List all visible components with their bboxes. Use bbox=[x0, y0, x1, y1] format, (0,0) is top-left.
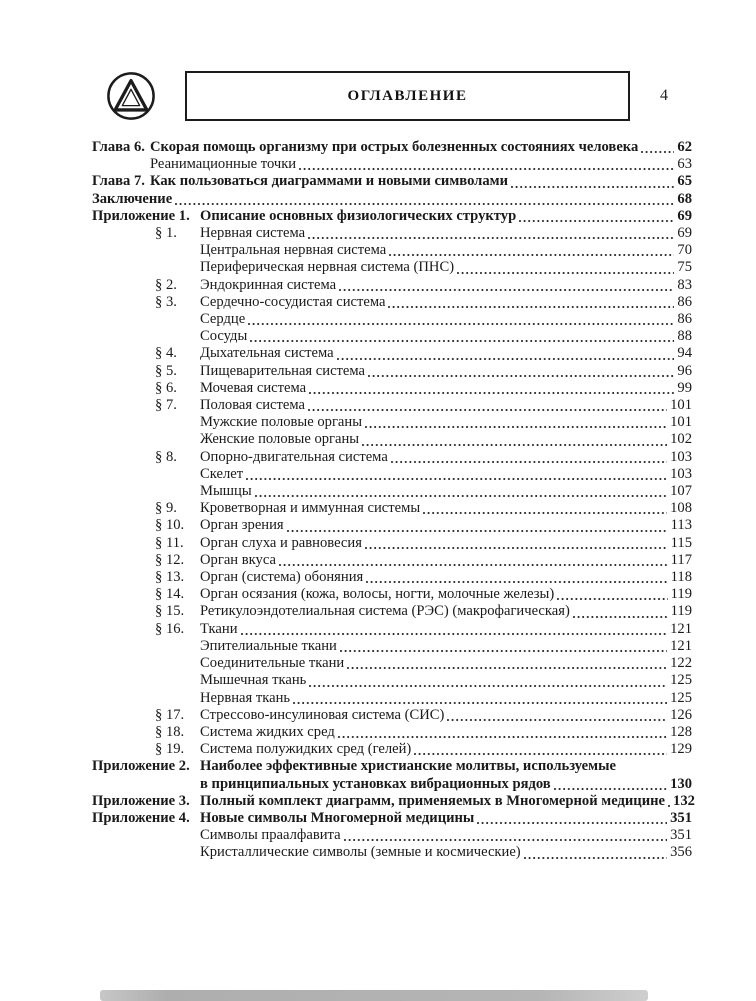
toc-entry-page: 99 bbox=[677, 379, 692, 396]
toc-entry-title: Новые символы Многомерной медицины bbox=[200, 809, 475, 826]
dotted-leader bbox=[341, 827, 671, 844]
toc-entry-title: Сердце bbox=[200, 311, 246, 328]
toc-entry-title: Мышечная ткань bbox=[200, 672, 307, 689]
toc-entry-title: Заключение bbox=[92, 190, 173, 207]
dotted-leader bbox=[362, 414, 670, 431]
toc-entry bbox=[92, 672, 692, 689]
dotted-leader bbox=[306, 380, 677, 397]
toc-entry bbox=[92, 380, 692, 397]
dotted-leader bbox=[411, 741, 670, 758]
toc-entry bbox=[92, 156, 692, 173]
toc-entry-page: 121 bbox=[670, 637, 692, 654]
dotted-leader bbox=[365, 363, 677, 380]
toc-entry-title: Центральная нервная система bbox=[200, 242, 387, 259]
toc-entry-paragraph-label: § 16. bbox=[155, 620, 185, 637]
dotted-leader bbox=[420, 500, 670, 517]
toc-entry-page: 119 bbox=[670, 586, 692, 603]
toc-entry bbox=[92, 328, 692, 345]
toc-entry-page: 108 bbox=[670, 500, 692, 517]
toc-entry-title: Нервная ткань bbox=[200, 689, 291, 706]
toc-entry-paragraph-label: § 3. bbox=[155, 293, 177, 310]
toc-entry-paragraph-label: § 2. bbox=[155, 276, 177, 293]
toc-entry-page: 356 bbox=[670, 844, 692, 861]
toc-entry-title: Мышцы bbox=[200, 483, 252, 500]
toc-entry-paragraph-label: § 1. bbox=[155, 225, 177, 242]
dotted-leader bbox=[521, 844, 670, 861]
dotted-leader bbox=[335, 724, 670, 741]
dotted-leader bbox=[508, 173, 677, 190]
toc-entry-page: 125 bbox=[670, 672, 692, 689]
dotted-leader bbox=[388, 449, 670, 466]
toc-entry-label: Приложение 3. bbox=[92, 792, 190, 809]
toc-entry-page: 69 bbox=[677, 225, 692, 242]
toc-entry-label: Глава 7. bbox=[92, 173, 145, 190]
dotted-leader bbox=[296, 156, 677, 173]
toc-entry-title: Система полужидких сред (гелей) bbox=[200, 741, 412, 758]
toc-entry-page: 119 bbox=[670, 603, 692, 620]
toc-entry bbox=[92, 776, 692, 793]
toc-entry-label: Приложение 2. bbox=[92, 758, 190, 775]
toc-entry-title: Скелет bbox=[200, 465, 244, 482]
toc-entry-title: Описание основных физиологических структур bbox=[200, 207, 517, 224]
toc-entry-paragraph-label: § 8. bbox=[155, 448, 177, 465]
toc-entry-title: Реанимационные точки bbox=[150, 156, 297, 173]
dotted-leader bbox=[554, 586, 670, 603]
toc-entry bbox=[92, 690, 692, 707]
toc-entry-page: 125 bbox=[670, 689, 692, 706]
toc-entry-page: 107 bbox=[670, 483, 692, 500]
toc-entry-title: Орган вкуса bbox=[200, 551, 276, 568]
toc-entry-page: 121 bbox=[670, 620, 692, 637]
toc-entry-paragraph-label: § 5. bbox=[155, 362, 177, 379]
toc-entry-title: Стрессово-инсулиновая система (СИС) bbox=[200, 706, 445, 723]
toc-entry-page: 86 bbox=[677, 311, 692, 328]
toc-entry-page: 130 bbox=[670, 775, 692, 792]
dotted-leader bbox=[245, 311, 677, 328]
toc-entry bbox=[92, 586, 692, 603]
toc-entry-title: Символы праалфавита bbox=[200, 827, 341, 844]
toc-entry-paragraph-label: § 17. bbox=[155, 706, 185, 723]
toc-entry bbox=[92, 844, 692, 861]
dotted-leader bbox=[247, 328, 677, 345]
toc-entry-title: Сердечно-сосудистая система bbox=[200, 293, 386, 310]
toc-entry-paragraph-label: § 11. bbox=[155, 534, 184, 551]
dotted-leader bbox=[172, 191, 677, 208]
toc-entry-title: Пищеварительная система bbox=[200, 362, 366, 379]
toc-entry-page: 115 bbox=[670, 534, 692, 551]
toc-entry-page: 132 bbox=[673, 792, 695, 809]
toc-entry-title: Орган слуха и равновесия bbox=[200, 534, 362, 551]
dotted-leader bbox=[336, 277, 677, 294]
toc-entry bbox=[92, 173, 692, 190]
toc-entry bbox=[92, 569, 692, 586]
toc-entry bbox=[92, 259, 692, 276]
toc-entry-page: 351 bbox=[670, 809, 692, 826]
toc-entry-title: Соединительные ткани bbox=[200, 655, 345, 672]
toc-entry-label: Глава 6. bbox=[92, 139, 145, 155]
toc-entry bbox=[92, 277, 692, 294]
toc-entry bbox=[92, 139, 692, 156]
toc-entry-title: Орган осязания (кожа, волосы, ногти, молочные железы) bbox=[200, 586, 555, 603]
dotted-leader bbox=[665, 793, 673, 810]
toc-entry-paragraph-label: § 18. bbox=[155, 723, 185, 740]
dotted-leader bbox=[334, 345, 678, 362]
toc-entry-page: 88 bbox=[677, 328, 692, 345]
toc-entry-page: 118 bbox=[670, 569, 692, 586]
toc-entry bbox=[92, 500, 692, 517]
toc-entry-page: 101 bbox=[670, 397, 692, 414]
toc-entry-title: Кристаллические символы (земные и космические) bbox=[200, 844, 521, 861]
dotted-leader bbox=[444, 707, 670, 724]
toc-entry-page: 96 bbox=[677, 362, 692, 379]
toc-entry-paragraph-label: § 4. bbox=[155, 345, 177, 362]
toc-entry-page: 63 bbox=[677, 156, 692, 173]
toc-entry-page: 62 bbox=[677, 139, 692, 155]
toc-entry-title: Как пользоваться диаграммами и новыми символами bbox=[150, 173, 509, 190]
toc-entry-paragraph-label: § 14. bbox=[155, 586, 185, 603]
toc-entry bbox=[92, 741, 692, 758]
toc-entry-paragraph-label: § 13. bbox=[155, 569, 185, 586]
toc-entry-title: Половая система bbox=[200, 397, 305, 414]
toc-entry-title: Полный комплект диаграмм, применяемых в Многомерной медицине bbox=[200, 792, 666, 809]
toc-entry-page: 69 bbox=[677, 207, 692, 224]
page-title: ОГЛАВЛЕНИЕ bbox=[347, 87, 468, 104]
toc-entry-page: 128 bbox=[670, 723, 692, 740]
toc-entry-title: в принципиальных установках вибрационных рядов bbox=[200, 775, 551, 792]
toc-entry bbox=[92, 621, 692, 638]
toc-entry-title: Дыхательная система bbox=[200, 345, 334, 362]
triangle-in-circle-icon bbox=[106, 71, 156, 121]
toc-entry bbox=[92, 294, 692, 311]
toc-entry bbox=[92, 638, 692, 655]
toc-entry-title: Мочевая система bbox=[200, 379, 307, 396]
toc-entry bbox=[92, 242, 692, 259]
toc-entry-page: 351 bbox=[670, 827, 692, 844]
scan-artifact-bar bbox=[100, 990, 648, 1001]
toc-entry-paragraph-label: § 6. bbox=[155, 379, 177, 396]
toc-entry-page: 103 bbox=[670, 465, 692, 482]
toc-entry bbox=[92, 414, 692, 431]
toc-entry-paragraph-label: § 9. bbox=[155, 500, 177, 517]
dotted-leader bbox=[305, 397, 670, 414]
toc-entry-page: 68 bbox=[677, 190, 692, 207]
toc-entry bbox=[92, 552, 692, 569]
dotted-leader bbox=[238, 621, 671, 638]
toc-entry bbox=[92, 707, 692, 724]
toc-entry-page: 122 bbox=[670, 655, 692, 672]
toc-entry-page: 75 bbox=[677, 259, 692, 276]
toc-entry-title: Периферическая нервная система (ПНС) bbox=[200, 259, 455, 276]
toc-entry-title: Эпителиальные ткани bbox=[200, 637, 337, 654]
toc-entry-title: Орган (система) обоняния bbox=[200, 569, 364, 586]
toc-entry-title: Опорно-двигательная система bbox=[200, 448, 388, 465]
toc-entry bbox=[92, 397, 692, 414]
toc-entry-paragraph-label: § 10. bbox=[155, 517, 185, 534]
dotted-leader bbox=[570, 603, 671, 620]
toc-entry-page: 101 bbox=[670, 414, 692, 431]
toc-entry-title: Эндокринная система bbox=[200, 276, 337, 293]
dotted-leader bbox=[306, 672, 670, 689]
dotted-leader bbox=[276, 552, 671, 569]
toc-entry-label: Приложение 4. bbox=[92, 809, 190, 826]
toc-entry-title: Мужские половые органы bbox=[200, 414, 363, 431]
toc-entry bbox=[92, 758, 692, 775]
toc-entry-page: 102 bbox=[670, 431, 692, 448]
toc-entry bbox=[92, 792, 695, 810]
dotted-leader bbox=[337, 638, 670, 655]
page-header bbox=[92, 71, 692, 121]
toc-entry bbox=[92, 311, 692, 328]
toc-entry-title: Система жидких сред bbox=[200, 723, 335, 740]
dotted-leader bbox=[344, 655, 670, 672]
toc-entry bbox=[92, 603, 692, 620]
toc-entry-title: Ретикулоэндотелиальная система (РЭС) (макрофагическая) bbox=[200, 603, 570, 620]
toc-entry-title: Скорая помощь организму при острых болезненных состояниях человека bbox=[150, 139, 639, 155]
toc-entry bbox=[92, 655, 692, 672]
dotted-leader bbox=[454, 259, 677, 276]
toc-entry bbox=[92, 724, 692, 741]
toc-entry-page: 129 bbox=[670, 741, 692, 758]
toc-entry bbox=[92, 431, 692, 448]
dotted-leader bbox=[363, 569, 670, 586]
toc-entry-page: 113 bbox=[670, 517, 692, 534]
toc-entry-paragraph-label: § 15. bbox=[155, 603, 185, 620]
toc-entry-title: Кроветворная и иммунная системы bbox=[200, 500, 421, 517]
dotted-leader bbox=[243, 466, 670, 483]
toc-entry bbox=[92, 483, 692, 500]
toc-entry-title: Ткани bbox=[200, 620, 238, 637]
dotted-leader bbox=[290, 690, 670, 707]
toc-entry bbox=[92, 345, 692, 362]
toc-entry-title: Наиболее эффективные христианские молитвы, используемые bbox=[200, 758, 616, 775]
toc-entry-page: 103 bbox=[670, 448, 692, 465]
dotted-leader bbox=[359, 431, 670, 448]
toc-entry-title: Нервная система bbox=[200, 225, 306, 242]
toc-list bbox=[92, 139, 695, 862]
toc-entry bbox=[92, 363, 692, 380]
toc-entry bbox=[92, 517, 692, 534]
toc-entry-title: Сосуды bbox=[200, 328, 248, 345]
toc-entry-title: Орган зрения bbox=[200, 517, 284, 534]
toc-entry bbox=[92, 208, 692, 225]
toc-entry bbox=[92, 827, 692, 844]
header-title-box bbox=[185, 71, 630, 121]
dotted-leader bbox=[386, 242, 677, 259]
dotted-leader bbox=[252, 483, 670, 500]
toc-entry-paragraph-label: § 7. bbox=[155, 397, 177, 414]
toc-entry bbox=[92, 449, 692, 466]
dotted-leader bbox=[362, 535, 671, 552]
dotted-leader bbox=[638, 139, 677, 156]
toc-entry bbox=[92, 535, 692, 552]
toc-entry-page: 94 bbox=[677, 345, 692, 362]
dotted-leader bbox=[284, 517, 671, 534]
toc-entry-page: 86 bbox=[677, 293, 692, 310]
toc-entry bbox=[92, 810, 692, 827]
dotted-leader bbox=[305, 225, 677, 242]
toc-entry-page: 126 bbox=[670, 706, 692, 723]
toc-entry-page: 65 bbox=[677, 173, 692, 190]
toc-entry-page: 117 bbox=[670, 551, 692, 568]
toc-entry bbox=[92, 191, 692, 208]
toc-entry bbox=[92, 225, 692, 242]
toc-entry-label: Приложение 1. bbox=[92, 207, 190, 224]
toc-entry-paragraph-label: § 12. bbox=[155, 551, 185, 568]
dotted-leader bbox=[551, 776, 670, 793]
toc-entry-page: 83 bbox=[677, 276, 692, 293]
toc-entry-title: Женские половые органы bbox=[200, 431, 360, 448]
toc-entry bbox=[92, 466, 692, 483]
page-number: 4 bbox=[660, 87, 668, 104]
toc-entry-paragraph-label: § 19. bbox=[155, 741, 185, 758]
dotted-leader bbox=[385, 294, 677, 311]
dotted-leader bbox=[516, 208, 677, 225]
toc-entry-page: 70 bbox=[677, 242, 692, 259]
dotted-leader bbox=[474, 810, 670, 827]
